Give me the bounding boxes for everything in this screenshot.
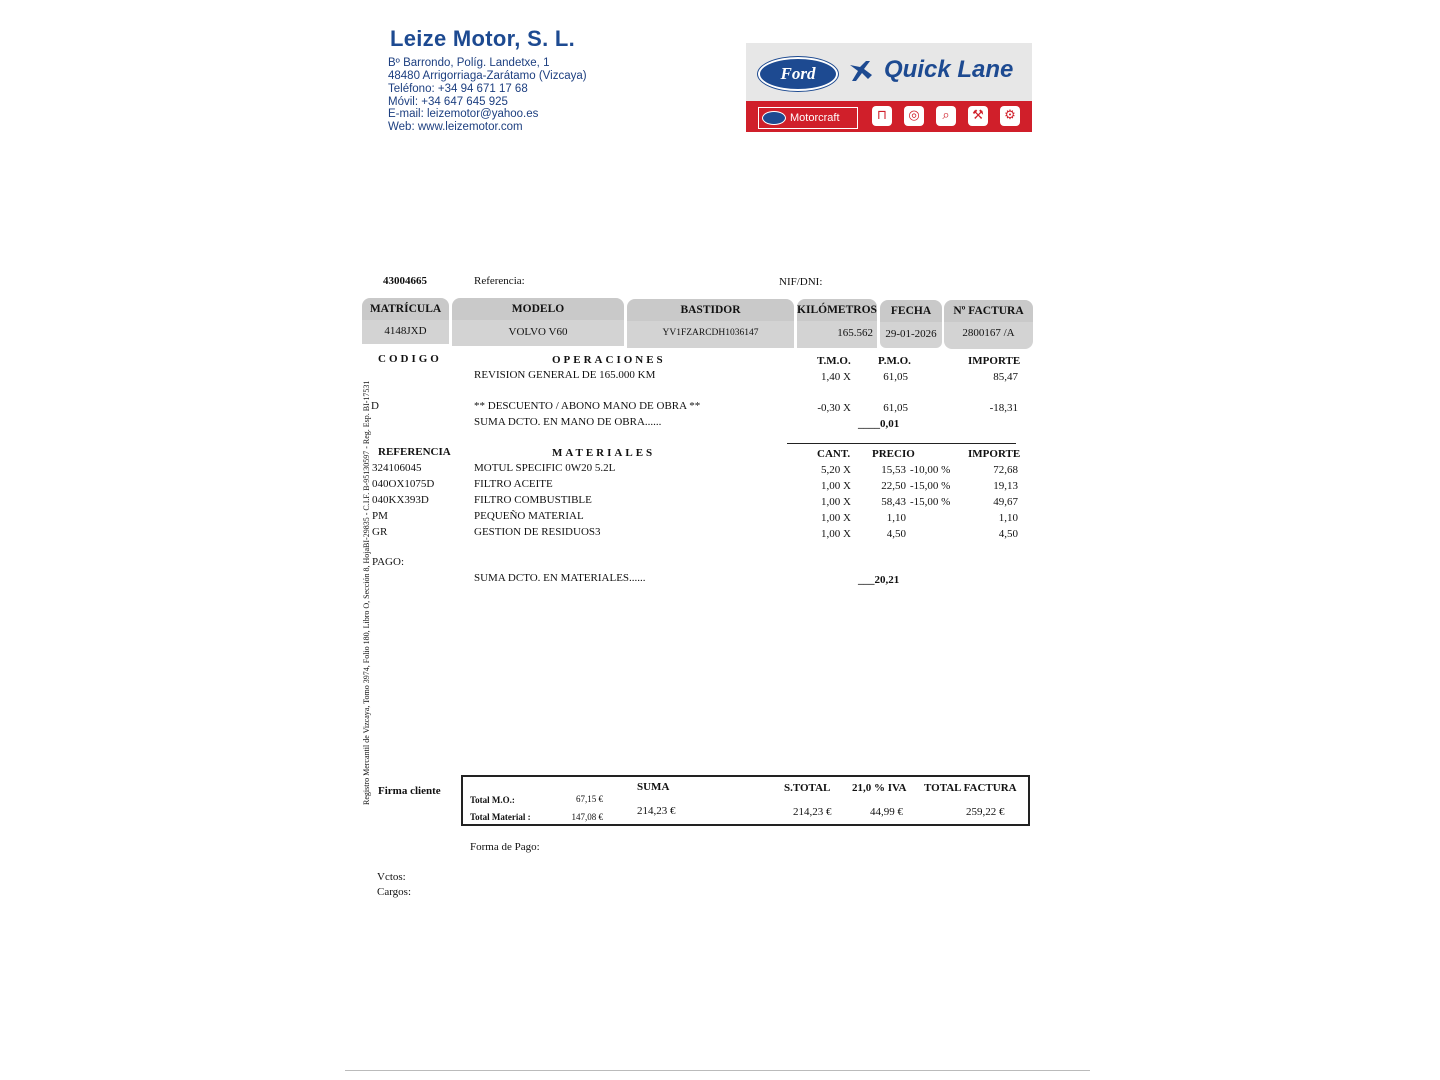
- col-referencia: REFERENCIA: [378, 446, 451, 458]
- material-price: 58,43: [881, 496, 906, 508]
- stotal-value: 214,23 €: [793, 806, 832, 818]
- header-kilometros: KILÓMETROS: [797, 299, 877, 321]
- suma-label: SUMA: [637, 781, 670, 793]
- material-ref: 324106045: [372, 462, 422, 474]
- total-material-value: 147,08 €: [571, 812, 603, 822]
- material-qty: 5,20 X: [821, 464, 851, 476]
- operation-qty: -0,30 X: [817, 402, 851, 414]
- operation-code: D: [371, 400, 379, 412]
- col-operaciones: OPERACIONES: [552, 354, 666, 366]
- material-desc: FILTRO COMBUSTIBLE: [474, 494, 592, 506]
- material-discount: -10,00 %: [910, 464, 951, 476]
- ford-logo: Ford: [758, 57, 838, 91]
- material-qty: 1,00 X: [821, 528, 851, 540]
- header-factura: Nº FACTURA: [944, 300, 1033, 322]
- material-desc: GESTION DE RESIDUOS3: [474, 526, 601, 538]
- material-price: 4,50: [886, 528, 906, 540]
- operation-qty: 1,40 X: [821, 371, 851, 383]
- operation-price: 61,05: [883, 402, 908, 414]
- client-number: 43004665: [383, 275, 427, 287]
- material-amount: 49,67: [993, 496, 1018, 508]
- motorcraft-label: Motorcraft: [790, 112, 840, 124]
- material-desc: MOTUL SPECIFIC 0W20 5.2L: [474, 462, 616, 474]
- section-divider: [787, 443, 1016, 444]
- col-tmo: T.M.O.: [817, 355, 851, 367]
- header-modelo: MODELO: [452, 298, 624, 320]
- material-qty: 1,00 X: [821, 512, 851, 524]
- col-importe-mat: IMPORTE: [968, 448, 1021, 460]
- operation-desc: REVISION GENERAL DE 165.000 KM: [474, 369, 656, 381]
- material-desc: PEQUEÑO MATERIAL: [474, 510, 584, 522]
- col-precio: PRECIO: [872, 448, 915, 460]
- seat-icon: ⊓: [872, 106, 892, 126]
- ford-mini-icon: [762, 111, 786, 125]
- header-matricula: MATRÍCULA: [362, 298, 449, 320]
- company-mobile: Móvil: +34 647 645 925: [388, 96, 508, 108]
- material-price: 15,53: [881, 464, 906, 476]
- material-discount: -15,00 %: [910, 496, 951, 508]
- inspection-icon: ⌕: [936, 106, 956, 126]
- motorcraft-badge: [758, 107, 858, 129]
- company-web: Web: www.leizemotor.com: [388, 121, 523, 133]
- material-amount: 4,50: [998, 528, 1018, 540]
- materials-discount-label: SUMA DCTO. EN MATERIALES......: [474, 572, 646, 584]
- header-fecha: FECHA: [880, 300, 942, 322]
- totals-box: [461, 775, 1030, 826]
- material-discount: -15,00 %: [910, 480, 951, 492]
- iva-value: 44,99 €: [870, 806, 903, 818]
- stotal-label: S.TOTAL: [784, 782, 831, 794]
- referencia-label: Referencia:: [474, 275, 525, 287]
- company-phone: Teléfono: +34 94 671 17 68: [388, 83, 528, 95]
- total-factura-value: 259,22 €: [966, 806, 1005, 818]
- material-amount: 1,10: [998, 512, 1018, 524]
- company-email: E-mail: leizemotor@yahoo.es: [388, 108, 539, 120]
- material-qty: 1,00 X: [821, 496, 851, 508]
- total-factura-label: TOTAL FACTURA: [924, 782, 1017, 794]
- materials-discount-value: ___20,21: [858, 574, 900, 586]
- gear-icon: ⚙: [1000, 106, 1020, 126]
- value-matricula: 4148JXD: [362, 320, 449, 344]
- value-fecha: 29-01-2026: [880, 322, 942, 348]
- suma-value: 214,23 €: [637, 805, 676, 817]
- material-ref: 040OX1075D: [372, 478, 435, 490]
- register-text: Registro Mercantil de Vizcaya, Tomo 3974, Folio 180, Libro O, Sección 8, HojaBI-29835 - C.I.F. B-95130597 - Reg. Esp. BI-17531: [362, 380, 371, 805]
- material-amount: 19,13: [993, 480, 1018, 492]
- wrench-icon: [846, 57, 876, 87]
- total-mo-value: 67,15 €: [576, 794, 603, 804]
- footer-divider: [345, 1070, 1090, 1071]
- header-bastidor: BASTIDOR: [627, 299, 794, 321]
- cargos-label: Cargos:: [377, 886, 412, 898]
- col-codigo: CODIGO: [378, 353, 442, 365]
- value-bastidor: YV1FZARCDH1036147: [627, 321, 794, 348]
- material-price: 1,10: [886, 512, 906, 524]
- material-ref: PM: [372, 510, 388, 522]
- vctos-label: Vctos:: [377, 871, 406, 883]
- labor-discount-label: SUMA DCTO. EN MANO DE OBRA......: [474, 416, 662, 428]
- operation-desc: ** DESCUENTO / ABONO MANO DE OBRA **: [474, 400, 701, 412]
- value-modelo: VOLVO V60: [452, 320, 624, 346]
- material-qty: 1,00 X: [821, 480, 851, 492]
- operation-price: 61,05: [883, 371, 908, 383]
- operation-amount: -18,31: [989, 402, 1018, 414]
- col-cant: CANT.: [817, 448, 851, 460]
- labor-discount-value: ____0,01: [858, 418, 900, 430]
- value-factura: 2800167 /A: [944, 322, 1033, 349]
- firma-cliente-label: Firma cliente: [378, 785, 441, 797]
- material-price: 22,50: [881, 480, 906, 492]
- col-pmo: P.M.O.: [878, 355, 911, 367]
- nif-label: NIF/DNI:: [779, 276, 823, 288]
- material-amount: 72,68: [993, 464, 1018, 476]
- total-mo-label: Total M.O.:: [470, 795, 515, 805]
- col-materiales: MATERIALES: [552, 447, 656, 459]
- operation-amount: 85,47: [993, 371, 1018, 383]
- quicklane-logo: Quick Lane: [884, 56, 1014, 83]
- value-kilometros: 165.562: [797, 321, 877, 348]
- company-address: Bº Barrondo, Políg. Landetxe, 1: [388, 57, 550, 69]
- forma-pago-label: Forma de Pago:: [470, 841, 540, 853]
- col-importe-ops: IMPORTE: [968, 355, 1021, 367]
- iva-label: 21,0 % IVA: [852, 782, 907, 794]
- material-desc: FILTRO ACEITE: [474, 478, 553, 490]
- company-name: Leize Motor, S. L.: [390, 26, 576, 51]
- total-material-label: Total Material :: [470, 812, 531, 822]
- material-ref: GR: [372, 526, 388, 538]
- material-ref: 040KX393D: [372, 494, 429, 506]
- tire-icon: ◎: [904, 106, 924, 126]
- tool-icon: ⚒: [968, 106, 988, 126]
- company-city: 48480 Arrigorriaga-Zarátamo (Vizcaya): [388, 70, 587, 82]
- ford-quicklane-logo: [746, 43, 1032, 132]
- pago-label: PAGO:: [372, 556, 404, 568]
